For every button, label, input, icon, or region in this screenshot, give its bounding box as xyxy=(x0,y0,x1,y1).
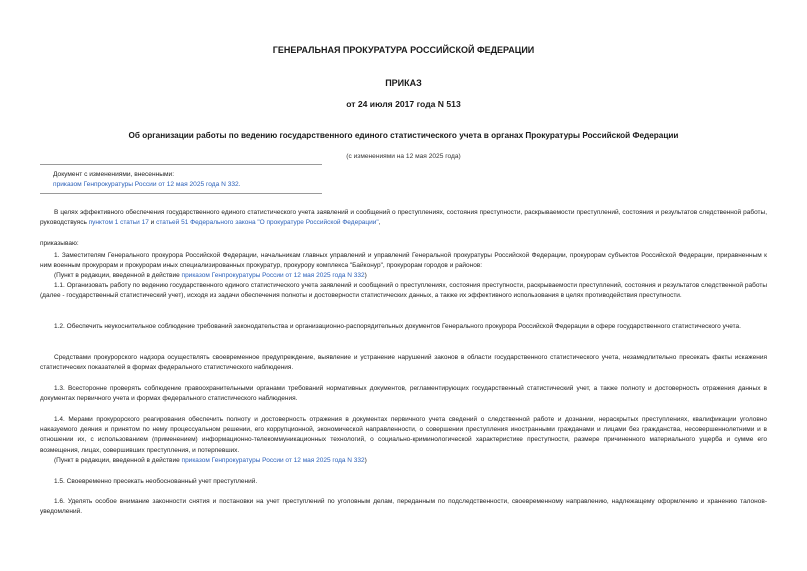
edition-note: (с изменениями на 12 мая 2025 года) xyxy=(346,153,461,160)
document-title: Об организации работы по ведению государственного единого статистического учета в органах Прокуратуры Российской Федерации xyxy=(128,131,679,140)
paragraph-prosecutor-means: Средствами прокурорского надзора осуществлять своевременное предупреждение, выявление и устранение нарушений законов в области государственного статистического учета, незамедлительно пресекать факты искажения статистических показателей в формах федерального статистического наблюдения. xyxy=(40,354,767,372)
amendment-link-1[interactable]: приказом Генпрокуратуры России от 12 мая 2025 года N 332 xyxy=(181,272,365,279)
item-1-3: 1.3. Всесторонне проверять соблюдение правоохранительными органами требований нормативных документов, регламентирующих государственный статистический учет, а также полноту и достоверность отражения данных в документах первичного учета и формах федерального статистического наблюдения. xyxy=(40,385,767,403)
item-1-4: 1.4. Мерами прокурорского реагирования обеспечить полноту и достоверность отражения в документах первичного учета сведений о следственной работе и дознании, нераскрытых преступлениях, квалификации уголовно наказуемого деяния и принятом по нему процессуальном решении, его коррупционной, экономической направленности, о совершении преступления иностранными гражданами и лицами без гражданства, несовершеннолетними и в отношении их, с использованием (применением) информационно-телекоммуникационных технологий, о социально-криминологической характеристике преступности, размере причиненного материального ущерба и сумме его возмещения, лицах, совершивших преступления, и потерпевших. xyxy=(40,416,767,454)
law-article-link[interactable]: пунктом 1 статьи 17 xyxy=(88,219,149,227)
federal-law-link[interactable]: статьей 51 Федерального закона "О прокуратуре Российской Федерации" xyxy=(156,219,379,227)
item-1-4-edition-note: (Пункт в редакции, введенной в действие приказом Генпрокуратуры России от 12 мая 2025 года N 332) xyxy=(54,457,367,464)
item-1-edition-note: (Пункт в редакции, введенной в действие приказом Генпрокуратуры России от 12 мая 2025 года N 332) xyxy=(54,272,367,279)
item-1: 1. Заместителям Генерального прокурора Российской Федерации, начальникам главных управлений и управлений Генеральной прокуратуры Российской Федерации, прокурорам субъектов Российской Федерации, приравненным к ним военным прокурорам и прокурорам иных специализированных прокуратур, прокурору комплекса "Байконур", прокурорам городов и районов: xyxy=(40,252,767,270)
changes-note-link[interactable]: приказом Генпрокуратуры России от 12 мая 2025 года N 332. xyxy=(53,181,241,188)
separator-top xyxy=(40,164,322,165)
item-1-6: 1.6. Уделять особое внимание законности снятия и постановки на учет преступлений по уголовным делам, переданным по подследственности, своевременному направлению, надлежащему оформлению и хранению талонов-уведомлений. xyxy=(40,498,767,516)
amendment-link-2[interactable]: приказом Генпрокуратуры России от 12 мая 2025 года N 332 xyxy=(181,457,365,464)
item-1-2: 1.2. Обеспечить неукоснительное соблюдение требований законодательства и организационно-распорядительных документов Генерального прокурора Российской Федерации в сфере государственного статистического учета. xyxy=(54,323,741,330)
changes-note-label: Документ с изменениями, внесенными: xyxy=(53,171,175,178)
order-word: приказываю: xyxy=(40,240,79,247)
separator-bottom xyxy=(40,193,322,194)
document-type: ПРИКАЗ xyxy=(385,78,422,88)
organization-heading: ГЕНЕРАЛЬНАЯ ПРОКУРАТУРА РОССИЙСКОЙ ФЕДЕРАЦИИ xyxy=(272,45,535,55)
item-1-5: 1.5. Своевременно пресекать необоснованный учет преступлений. xyxy=(54,478,258,485)
intro-paragraph: В целях эффективного обеспечения государственного единого статистического учета заявлений и сообщений о преступлениях, состояния преступности, раскрываемости преступлений, состояния и результатов следственной работы, руководствуясь пунктом 1 статьи 17 и статьей 51 Федерального закона "О прокуратуре Российской Федерации", xyxy=(40,209,767,227)
item-1-1: 1.1. Организовать работу по ведению государственного единого статистического учета заявлений и сообщений о преступлениях, состояния преступности, раскрываемости преступлений, состояния и результатов следственной работы (далее - государственный статистический учет), исходя из задачи обеспечения полноты и достоверности статистических данных, а также их эффективного использования в целях противодействия преступности. xyxy=(40,282,767,300)
document-date-number: от 24 июля 2017 года N 513 xyxy=(346,99,461,109)
